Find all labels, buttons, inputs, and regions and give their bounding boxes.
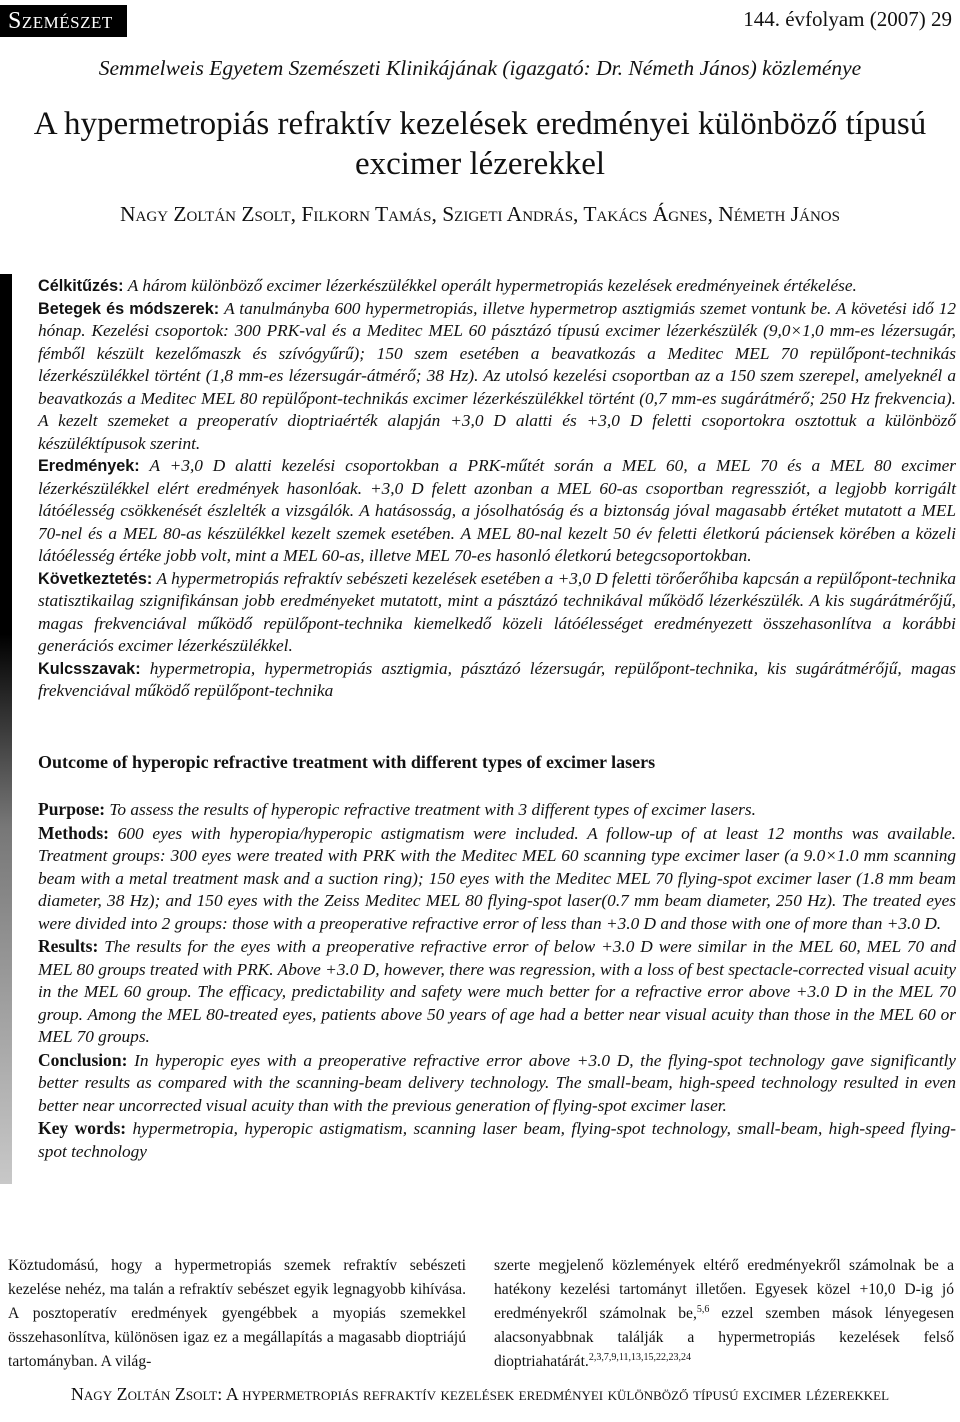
abstract-section-betegek xyxy=(38,298,956,456)
running-footer: Nagy Zoltán Zsolt: A hypermetropiás refraktív kezelések eredményei különböző típusú excimer lézerekkel xyxy=(70,1384,890,1404)
section-text: The results for the eyes with a preoperative refractive error of below +3.0 D were similar in the MEL 60, MEL 70 and MEL 80 groups treated with PRK. Above +3.0 D, however, there was regression, with a loss of best spectacle-corrected visual acuity in the MEL 60 group. The efficacy, predictability and safety were much better for a refractive error above +3.0 D in the MEL 70 group. Among the MEL 80-treated eyes, patients above 50 years of age had a better near visual acuity than those in the MEL 60 or MEL 70 groups. xyxy=(38,937,957,1046)
section-text: In hyperopic eyes with a preoperative refractive error above +3.0 D, the flying-spot technology gave significantly better results as compared with the scanning-beam delivery technology. The small-beam, high-speed technology resulted in even better near uncorrected visual acuity than with the previous generation of flying-spot excimer laser. xyxy=(38,1050,956,1115)
section-label: Methods: xyxy=(38,822,109,843)
body-column-left xyxy=(8,1254,466,1374)
section-text-italic: A tanulmányba 600 hypermetropiás, illetve hypermetrop asztigmiás szemet vontunk be. A követési idő 12 hónap. xyxy=(38,298,956,340)
body-paragraph-cont: ezzel szemben mások lényegesen alacsonyabbnak találják a hypermetropiás kezelések felső dioptriahatárát. xyxy=(494,1305,954,1370)
section-label: Betegek és módszerek: xyxy=(38,299,220,318)
body-paragraph: Köztudomású, hogy a hypermetropiás szemek refraktív sebészeti kezelése nehéz, ma talán a refraktív sebészet egyik legnagyobb kihívása. A posztoperatív eredmények gyengébbek a myopiás szemekkel összehasonlítva, különösen igaz ez a megállapítás a magasabb dioptriájú tartományban. A világ- xyxy=(8,1257,466,1370)
article-title xyxy=(0,104,960,184)
abstract-hungarian xyxy=(38,275,956,703)
running-header xyxy=(0,0,960,38)
abstract-side-bar xyxy=(0,274,12,1184)
issue-info: 144. évfolyam (2007) 29 xyxy=(743,6,952,31)
section-label: Conclusion: xyxy=(38,1049,128,1070)
abstract-section-conclusion xyxy=(38,1049,956,1118)
section-text: hypermetropia, hyperopic astigmatism, scanning laser beam, flying-spot technology, small-beam, high-speed flying-spot technology xyxy=(38,1119,957,1161)
section-text: Kezelési csoportok: 300 PRK-val és a Meditec MEL 60 pásztázó típusú excimer lézerkészülék (9,0×1,0 mm-es lézersugár, fémből készült kezelőmaszk és szívógyűrű); 150 szem esetében a beavatkozás a Meditec MEL 70 repülőpont-technikás lézerkészülékkel történt (1,8 mm-es lézersugár-átmérő; 38 Hz). Az utolsó kezelési csoportban az a 150 szem szerepel, amelyeknél a beavatkozás a Meditec MEL 80 repülőpont-technikás excimer lézerkészülékkel történt (0,7 mm-es sugárátmérő; 250 Hz frekvencia). A kezelt szemeket a preoperatív dioptriaérték alapján +3,0 D alatti és +3,0 D feletti csoportokra osztottuk a különböző készüléktípusok szerint. xyxy=(38,321,956,453)
abstract-section-methods xyxy=(38,822,956,936)
section-label: Kulcsszavak: xyxy=(38,659,141,678)
abstract-section-kovetkeztetes xyxy=(38,568,956,658)
journal-name: Szemészet xyxy=(0,5,127,37)
section-label: Eredmények: xyxy=(38,457,140,475)
abstract-section-results xyxy=(38,935,956,1049)
title-line-1: A hypermetropiás refraktív kezelések eredményei különböző típusú xyxy=(33,106,927,142)
body-column-right xyxy=(494,1254,954,1374)
english-title: Outcome of hyperopic refractive treatment with different types of excimer lasers xyxy=(38,752,656,772)
section-label: Purpose: xyxy=(38,799,106,819)
section-text: To assess the results of hyperopic refractive treatment with 3 different types of excimer lasers. xyxy=(109,800,756,819)
body-paragraph: szerte megjelenő közlemények eltérő eredményekről számolnak be a hatékony kezelési tartományt illetően. Egyesek közel +10,0 D-ig jó eredményekről számolnak be, xyxy=(494,1257,954,1322)
section-label: Key words: xyxy=(38,1118,127,1138)
citation-superscript: 2,3,7,9,11,13,15,22,23,24 xyxy=(588,1351,691,1363)
abstract-section-purpose xyxy=(38,798,956,822)
abstract-section-eredmenyek xyxy=(38,455,956,568)
section-text: hypermetropia, hypermetropiás asztigmia, pásztázó lézersugár, repülőpont-technika, kis sugárátmérőjű, magas frekvenciával működő repülőpont-technika xyxy=(38,658,957,700)
section-label: Results: xyxy=(38,936,99,956)
abstract-english xyxy=(38,798,956,1163)
section-text: A +3,0 D alatti kezelési csoportokban a PRK-műtét során a MEL 60, a MEL 70 és a MEL 80 excimer lézerkészülékkel elért eredmények hasonlóak. +3,0 D felett azonban a MEL 60-as csoportban regressziót, a legjobb korrigált látóélesség csökkenését észlelték a vizsgálók. A hatásosság, a jósolhatóság és a biztonság jóval magasabb értéket mutatott a MEL 70-nel és a MEL 80-as készülékkel kezelt szemek esetében. A MEL 80-nal kezelt 50 év feletti életkorú páciensek körében a közeli látóélesség értéke jobb volt, mint a MEL 60-as, illetve MEL 70-es hasonló életkorú betegcsoportokban. xyxy=(38,456,956,565)
citation-superscript: 5,6 xyxy=(696,1303,710,1315)
abstract-section-keywords xyxy=(38,1117,956,1163)
section-text: A hypermetropiás refraktív sebészeti kezelések esetében a +3,0 D feletti törőerőhiba kapcsán a repülőpont-technika statisztikailag szignifikánsan jobb eredményeket mutatott, mint a pásztázó technikával működő lézerkészülék. A kis sugárátmérőjű, magas frekvenciával működő repülőpont-technika kiemelkedő közeli látóélességet eredményezett összehasonlítva a korábbi generációs excimer lézerkészülékkel. xyxy=(38,568,956,655)
abstract-section-kulcsszavak xyxy=(38,658,956,703)
author-list: Nagy Zoltán Zsolt, Filkorn Tamás, Szigeti András, Takács Ágnes, Németh János xyxy=(120,202,840,226)
institute-line: Semmelweis Egyetem Szemészeti Klinikájának (igazgató: Dr. Németh János) közleménye xyxy=(98,56,862,80)
side-bar-fade xyxy=(0,634,12,1184)
section-text: 600 eyes with hyperopia/hyperopic astigmatism were included. A follow-up of at least 12 months was available. Treatment groups: 300 eyes were treated with PRK with the Meditec MEL 60 scanning type excimer laser (a 9.0×1.0 mm scanning beam with a metal treatment mask and a suction ring); 150 eyes with the Meditec MEL 70 flying-spot excimer laser (1.8 mm beam diameter, 38 Hz); and 150 eyes with the Zeiss Meditec MEL 80 flying-spot laser(0.7 mm beam diameter, 250 Hz). The treated eyes were divided into 2 groups: those with a preoperative refractive error of less than +3.0 D and those with one of more than +3.0 D. xyxy=(38,823,956,933)
section-text: A három különböző excimer lézerkészülékkel operált hypermetropiás kezelések eredményeinek értékelése. xyxy=(127,276,857,295)
title-line-2: excimer lézerekkel xyxy=(354,146,606,182)
section-label: Következtetés: xyxy=(38,569,153,588)
section-label: Célkitűzés: xyxy=(38,277,124,295)
abstract-section-celkituzes xyxy=(38,275,956,298)
